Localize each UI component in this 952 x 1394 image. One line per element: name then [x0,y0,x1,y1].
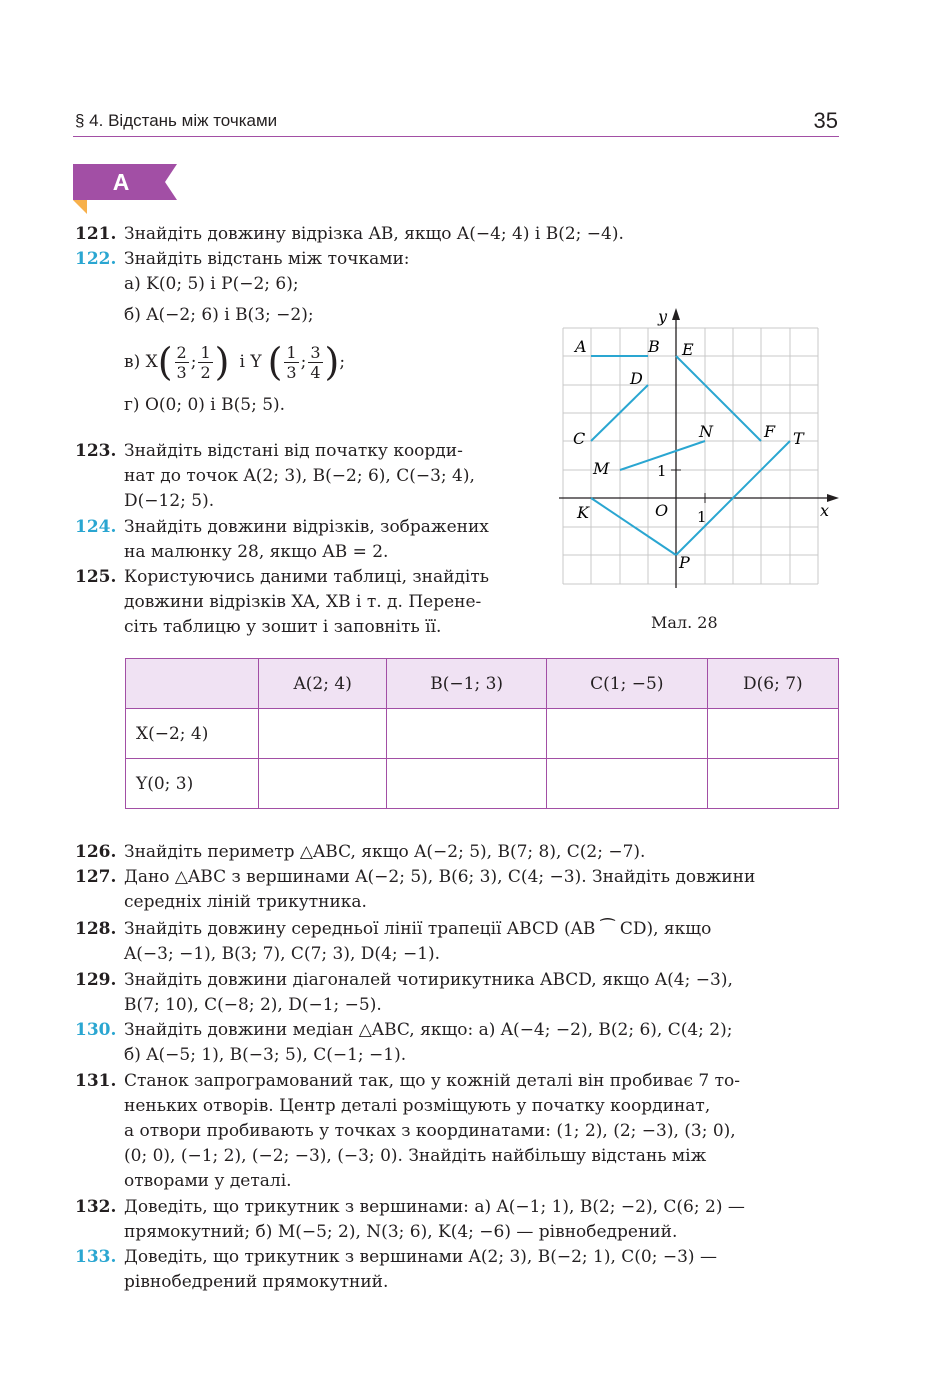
axis-y-label: y [658,307,668,326]
label-d: D [630,369,643,388]
table-header-cell [126,659,259,709]
page-number: 35 [813,108,838,133]
table-row [126,759,839,809]
problem-text-126: Знайдіть периметр △ABC, якщо A(−2; 5), B(7; 8), C(2; −7). [124,842,646,862]
figure-caption: Мал. 28 [651,613,718,632]
label-e: E [682,340,694,359]
segment-ef [676,356,761,441]
separator: ; [190,352,197,372]
table-row [126,709,839,759]
segments [591,356,790,555]
fraction-x1: $\frac{2}{3}$ [176,342,187,382]
figure-28 [555,302,845,592]
table-cell [259,759,387,809]
row-label: Y(0; 3) [126,759,259,809]
paren-open: ( [267,340,283,384]
problem-number-130: 130. [75,1020,117,1040]
table-cell [387,709,547,759]
problem-number-122: 122. [75,249,117,269]
label-origin: O [655,501,669,520]
problem-122-a: а) K(0; 5) і P(−2; 6); [124,274,299,294]
table-header-cell: B(−1; 3) [387,659,547,709]
label-p: P [679,553,690,572]
problem-number-132: 132. [75,1197,117,1217]
fraction-y1: $\frac{1}{3}$ [286,342,297,382]
table-cell [546,759,707,809]
problem-number-127: 127. [75,867,117,887]
problem-text-129: Знайдіть довжини діагоналей чотирикутника ABCD, якщо A(4; −3), B(7; 10), C(−8; 2), D(−1; −5). [124,970,733,1015]
problem-text-123: Знайдіть відстані від початку коорди- нат до точок A(2; 3), B(−2; 6), C(−3; 4), D(−12; 5). [124,441,475,511]
problem-number-131: 131. [75,1071,117,1091]
problem-number-123: 123. [75,441,117,461]
separator: ; [339,352,346,372]
problem-122-b: б) A(−2; 6) і B(3; −2); [124,305,314,325]
problem-number-128: 128. [75,919,117,939]
table-cell [546,709,707,759]
table-cell [707,759,838,809]
table-cell [259,709,387,759]
problem-number-126: 126. [75,842,117,862]
problem-number-133: 133. [75,1247,117,1267]
label-m: M [593,459,610,478]
problem-number-129: 129. [75,970,117,990]
problem-text-121: Знайдіть довжину відрізка AB, якщо A(−4; 4) і B(2; −4). [124,224,624,244]
problem-122-v-prefix: в) X [124,352,158,372]
problem-122-v [124,336,345,388]
table-header-cell: C(1; −5) [546,659,707,709]
label-b: B [648,337,660,356]
paren-open: ( [157,340,173,384]
tick-label-y: 1 [657,462,667,480]
table-header-cell: D(6; 7) [707,659,838,709]
paren-close: ) [324,340,340,384]
tick-label-x: 1 [697,508,707,526]
fraction-x2: $\frac{1}{2}$ [200,342,211,382]
axis-x-label: x [820,501,830,520]
problem-text-125: Користуючись даними таблиці, знайдіть довжини відрізків XA, XB і т. д. Перене- сіть таблицю у зошит і заповніть її. [124,567,490,637]
header-divider [73,136,839,137]
section-badge-label: A [112,169,130,195]
table-cell [387,759,547,809]
problem-number-125: 125. [75,567,117,587]
separator: ; [300,352,307,372]
row-label: X(−2; 4) [126,709,259,759]
grid-lines [563,328,818,584]
y-axis-arrow [672,308,680,320]
distance-table [125,658,839,809]
problem-number-124: 124. [75,517,117,537]
problem-text-131: Станок запрограмований так, що у кожній деталі він пробиває 7 то- неньких отворів. Центр деталі розміщують у початку координат, а отвори пробивають у точках з координатами: (1; 2), (2; −3), (3; 0), (0; 0), (−1; 2), (−2; −3), (−3; 0). Знайдіть найбільшу відстань між отворами у деталі. [124,1071,741,1191]
label-a: A [575,337,587,356]
table-header-row [126,659,839,709]
problem-text-128: Знайдіть довжину середньої лінії трапеції ABCD (AB ⁀ CD), якщо A(−3; −1), B(3; 7), C(7; 3), D(4; −1). [124,919,712,964]
table-cell [707,709,838,759]
label-n: N [699,422,713,441]
problem-text-130: Знайдіть довжини медіан △ABC, якщо: а) A(−4; −2), B(2; 6), C(4; 2); б) A(−5; 1), B(−3; 5), C(−1; −1). [124,1020,733,1065]
label-k: K [577,503,589,522]
chapter-title: § 4. Відстань між точками [75,111,278,130]
problem-text-132: Доведіть, що трикутник з вершинами: а) A(−1; 1), B(2; −2), C(6; 2) — прямокутний; б) M(−5; 2), N(3; 6), K(4; −6) — рівнобедрений. [124,1197,745,1242]
problem-text-133: Доведіть, що трикутник з вершинами A(2; 3), B(−2; 1), C(0; −3) — рівнобедрений прямокутний. [124,1247,717,1292]
label-c: C [573,429,586,448]
problem-122-v-mid: і Y [239,352,262,372]
problem-text-122: Знайдіть відстань між точками: [124,249,410,269]
problem-text-127: Дано △ABC з вершинами A(−2; 5), B(6; 3), C(4; −3). Знайдіть довжини середніх ліній трикутника. [124,867,756,912]
problem-number-121: 121. [75,224,117,244]
paren-close: ) [214,340,230,384]
table-header-cell: A(2; 4) [259,659,387,709]
problem-text-124: Знайдіть довжини відрізків, зображених на малюнку 28, якщо AB = 2. [124,517,489,562]
label-f: F [764,422,776,441]
fraction-y2: $\frac{3}{4}$ [310,342,321,382]
problem-122-g: г) O(0; 0) і B(5; 5). [124,395,286,415]
label-t: T [793,429,804,448]
